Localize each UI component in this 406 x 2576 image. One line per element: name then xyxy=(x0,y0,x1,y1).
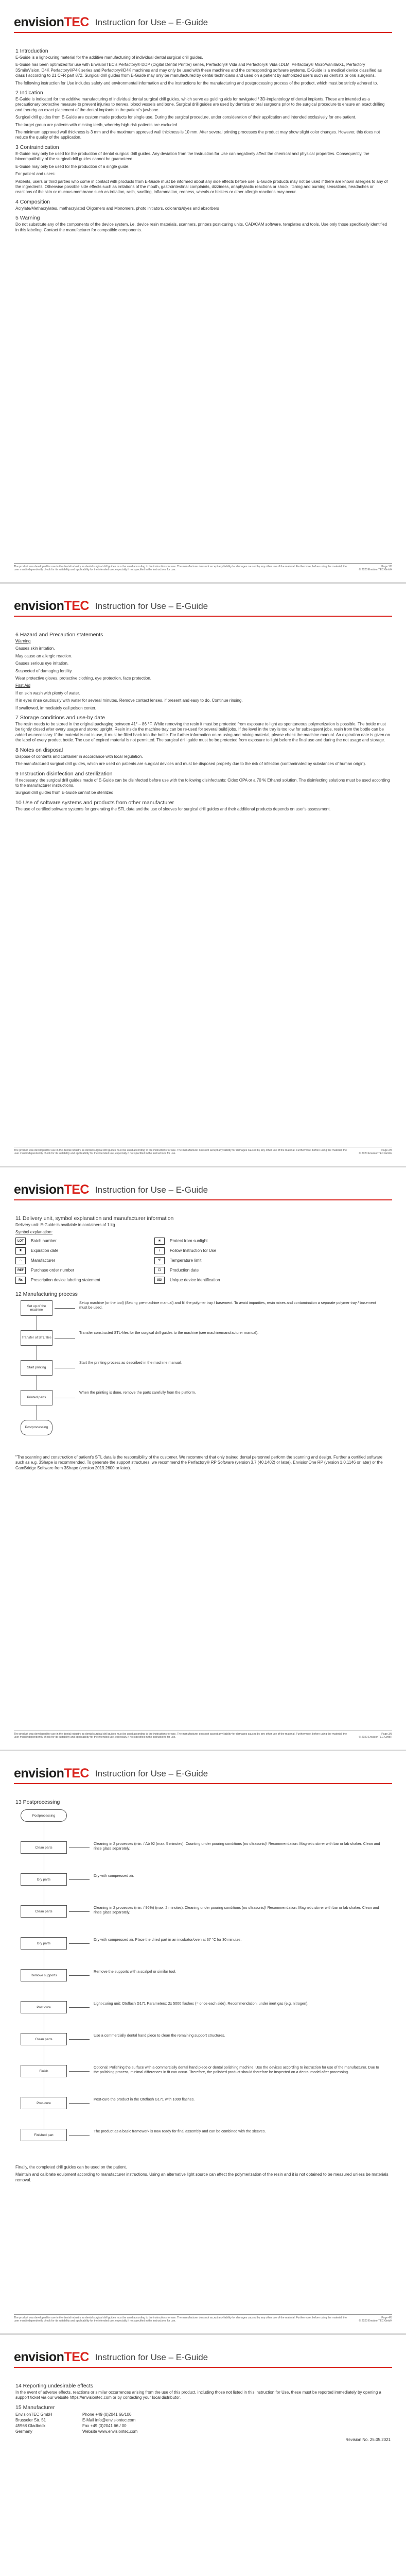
section-heading: 12 Manufacturing process xyxy=(15,1291,78,1297)
flow-step-text: Dry with compressed air. Place the dried part in an incubator/oven at 37 °C for 30 minutes. xyxy=(94,1937,242,1942)
reporting-text: In the event of adverse effects, reactions or similar occurrences arising from the use of this product, including those not listed in this instruction for Use, these must be reported immediately by opening a support ticket via our website https://envisiontec.com or by contacting your local distributor. xyxy=(15,2390,381,2400)
header-title: Instruction for Use – E-Guide xyxy=(95,2352,208,2362)
footer-disclaimer: The product was developed for use in the dental industry as dental surgical drill guides must be used according to the instructions for use. The manufacturer does not accept any liability for damages caused by any other use of the material. Furthermore, before using the material, the user must independently check for its suitability and applicability for the intended use, especially if not specified in the instructions for use. xyxy=(14,1148,347,1156)
page-footer xyxy=(14,563,392,572)
flow-step-box: Post cure xyxy=(21,2001,67,2013)
section-heading: 13 Postprocessing xyxy=(15,1799,60,1805)
postprocessing-flowchart xyxy=(15,1809,391,2165)
header-divider xyxy=(14,32,392,33)
flow-step-text: Transfer constructed STL-files for the surgical drill guides to the machine (see machinemanufacturer manual). xyxy=(79,1330,259,1335)
section-paragraph: E-Guide has been optimized for use with EnvisionTEC's Perfactory® DDP (Digital Dental Printer) series, Perfactory® Vida and Perfactory® Vida cDLM, Perfactory® Micro/Vanilla/XL, Perfactory 3SmileVision, D4K Perfactory®P4K series and Perfactory®D4K machines and may only be used with these machines and the corresponding software systems. E-Guide is a medical device classified as class I according to 21 CFR part 872. Surgical drill guides from E-Guide may only be manufactured by dental technicians and used on a patient by authorized users such as dentists or oral surgeons. xyxy=(15,62,382,78)
header-divider xyxy=(14,1199,392,1200)
flow-step-text: Use a commercially dental hand piece to clean the remaining support structures. xyxy=(94,2033,225,2038)
flow-step-box: Dry parts xyxy=(21,1873,67,1886)
page-footer xyxy=(14,2314,392,2323)
revision-number: Revision No. 25.05.2021 xyxy=(345,2437,391,2442)
manufacturer-details xyxy=(15,2412,221,2434)
symbol-row xyxy=(154,1238,273,1245)
envisiontec-logo: envision TEC xyxy=(14,1182,89,1197)
flow-step-box: Start printing xyxy=(21,1360,52,1376)
section-paragraph: E-Guide is indicated for the additive manufacturing of individual dental surgical drill guides, which serve as guiding aids for navigated / 3D-implantology of dental implants. These are intended as a precautionary protective measure to prevent injuries to nerves, blood vessels and bone. Surgical drill guides are used by dentists or oral surgeons prior to the surgical procedure to ensure an exact drilling and thereby an exact placement of the dental implants in the patient's jawbone. xyxy=(15,97,385,112)
section-paragraph: Suspected of damaging fertility. xyxy=(15,668,73,673)
section-paragraph: Dispose of contents and container in accordance with local regulation. xyxy=(15,754,143,759)
flow-bracket xyxy=(55,1308,75,1309)
symbol-unique-device-identification-icon: UDI xyxy=(154,1277,165,1284)
symbol-prescription-device-labeling-statement-icon: Rx xyxy=(15,1277,26,1284)
section-heading: 7 Storage conditions and use-by date xyxy=(15,715,105,721)
section-paragraph: If in eyes rinse cautiously with water for several minutes. Remove contact lenses, if present and easy to do. Continue rinsing. xyxy=(15,698,243,703)
flow-step-box: Finished part xyxy=(21,2129,67,2141)
header-divider xyxy=(14,2367,392,2368)
page-number: Page 3/5 xyxy=(381,1732,392,1736)
symbol-manufacturer-icon: ⌂ xyxy=(15,1257,26,1264)
section-paragraph: The resin needs to be stored in the original packaging between 41° – 86 °F. While removing the resin it must be protected from exposure to light as spontaneous polymerization is possible. The bottle must be tightly closed after every usage and stored upright. Resin inside the machine tray can be re-used for several build jobs. If the level in the tray is too low for subsequent jobs, resin from the bottle can be added as necessary. If the material is not in use, it must be filled back into the bottle. For further information on re-using and mixing material, please check the machine manual. An expiration date is given on the label of every product bottle. The use of expired material is not permitted. The surgical drill guide must be be protected from exposure to light before the final use and during the not usage and storage. xyxy=(15,722,390,743)
copyright: © 2020 EnvisionTEC GmbH xyxy=(359,568,392,572)
section-heading: 4 Composition xyxy=(15,198,50,205)
section-paragraph: Surgical drill guides from E-Guide cannot be sterilized. xyxy=(15,790,115,795)
flow-step-text: Dry with compressed air. xyxy=(94,1873,134,1878)
flow-step-box: Dry parts xyxy=(21,1937,67,1950)
page-header xyxy=(14,1179,392,1196)
section-paragraph: Surgical drill guides from E-Guide are custom made products for single use. During the surgical procedure, under consideration of their application and intended exclusively for one patient. xyxy=(15,115,357,120)
flow-bracket xyxy=(69,2039,90,2040)
symbol-production-date-icon: ☐ xyxy=(154,1267,165,1274)
flow-step-box: Printed parts xyxy=(21,1390,52,1405)
symbol-temperature-limit-icon: °F xyxy=(154,1257,165,1264)
manufacturer-contact-line: Website www.envisiontec.com xyxy=(82,2429,138,2434)
flow-step-text: Light-curing unit: Otoflash G171 Parameters: 2x 5000 flashes (= once each side). Recommendation: under inert gas (e.g. nitrogen). xyxy=(94,2001,309,2006)
page-4 xyxy=(0,1751,406,2333)
section-paragraph: If on skin wash with plenty of water. xyxy=(15,690,80,696)
page-3-content xyxy=(15,1212,391,1473)
header-divider xyxy=(14,1783,392,1784)
section-paragraph: Acrylate/Methacrylates, methacrylated Oligomers and Monomers, photo initiators, colorants/dyes and absorbers xyxy=(15,206,219,211)
flow-step-box: Clean parts xyxy=(21,1905,67,1918)
section-paragraph: The manufactured surgical drill guides, which are used on patients are surgical devices and must be disposed properly due to the risk of infection (contaminated by substances of human origin). xyxy=(15,761,366,767)
section-paragraph: May cause an allergic reaction. xyxy=(15,653,73,658)
after-text: Finally, the completed drill guides can be used on the patient. xyxy=(15,2165,127,2170)
page-number: Page 1/5 xyxy=(381,565,392,568)
page-header xyxy=(14,11,392,29)
section-paragraph: If necessary, the surgical drill guides made of E-Guide can be disinfected before use with the following disinfectants: Cidex OPA or a 70 % Ethanol solution. The disinfecting solutions must be used according to the manufacturer instructions. xyxy=(15,777,390,788)
page-2 xyxy=(0,584,406,1166)
symbol-protect-from-sunlight-icon: ☀ xyxy=(154,1238,165,1245)
flow-bracket xyxy=(69,1911,90,1912)
flow-step-text: Setup machine (or the tool) (Setting pre-machine manual) and fill the polymer tray / basement. To avoid impurities, resin mixes and contamination a separate polymer tray / basement must be used. xyxy=(79,1300,376,1310)
manufacturer-address-line: Brusseler Str. 51 xyxy=(15,2417,46,2422)
symbol-row xyxy=(15,1257,134,1264)
section-paragraph: Warning xyxy=(15,639,31,643)
symbol-expiration-date-icon: ⧗ xyxy=(15,1247,26,1255)
page-footer xyxy=(14,1731,392,1739)
section-heading: 3 Contraindication xyxy=(15,144,59,150)
section-heading: 6 Hazard and Precaution statements xyxy=(15,632,103,638)
envisiontec-logo: envision TEC xyxy=(14,15,89,29)
section-heading: 15 Manufacturer xyxy=(15,2404,55,2411)
symbol-label: Protect from sunlight xyxy=(170,1239,208,1244)
symbol-table xyxy=(15,1238,273,1284)
symbol-follow-instruction-for-use-icon: i xyxy=(154,1247,165,1255)
symbol-row xyxy=(154,1277,273,1284)
section-paragraph: Causes serious eye irritation. xyxy=(15,661,69,666)
section-heading: 9 Instruction disinfection and sterilization xyxy=(15,770,113,777)
footer-disclaimer: The product was developed for use in the dental industry as dental surgical drill guides must be used according to the instructions for use. The manufacturer does not accept any liability for damages caused by any other use of the material. Furthermore, before using the material, the user must independently check for its suitability and applicability for the intended use, especially if not specified in the instructions for use. xyxy=(14,1732,347,1739)
section-heading: 8 Notes on disposal xyxy=(15,747,63,753)
symbol-label: Temperature limit xyxy=(170,1258,202,1263)
closing-paragraph: "The scanning and construction of patient's STL data is the responsibility of the customer. We recommend that only trained dental personnel perform the scanning and design. Further a certified software such as e.g. 3Shape is recommended. To generate the support structures, we recommend the Perfactory® RP Software (version 3.7 (40.1402) or later), EnvisionOne RP (version 1.0.1146 or later) or the CamBridge Software from 3Shape (version 2019.2600 or later). xyxy=(15,1454,383,1470)
section-paragraph: E-Guide may only be used for the production of dental surgical drill guides. Any deviation from the Instruction for Use can negatively affect the chemical and physical properties. Consequently, the biocompatibility of the surgical drill guides cannot be guaranteed. xyxy=(15,151,369,162)
page-number: Page 2/5 xyxy=(381,1148,392,1152)
footer-disclaimer: The product was developed for use in the dental industry as dental surgical drill guides must be used according to the instructions for use. The manufacturer does not accept any liability for damages caused by any other use of the material. Furthermore, before using the material, the user must independently check for its suitability and applicability for the intended use, especially if not specified in the instructions for use. xyxy=(14,565,347,572)
symbol-row xyxy=(154,1247,273,1255)
manufacturer-address-line: 45968 Gladbeck xyxy=(15,2423,46,2428)
symbol-row xyxy=(154,1257,273,1264)
section-paragraph: First Aid xyxy=(15,683,30,688)
symbol-row xyxy=(15,1238,134,1245)
symbol-row xyxy=(15,1277,134,1284)
symbol-label: Expiration date xyxy=(31,1248,59,1253)
symbol-row xyxy=(154,1267,273,1274)
section-paragraph: Patients, users or third parties who come in contact with products from E-Guide must be informed about any side effects before use. E-Guide products may not be used if there are known allergies to any of the ingredients. Otherwise possible side effects such as irritations of the mouth, gastrointestinal complaints, dizziness, anaphylactic reactions or shock, itching and burning sensations, headaches or reactions of the skin or mucous membrane such as irritation, rash, swelling, inflammation, redness, wheals or blisters or other allergic reactions may occur. xyxy=(15,179,388,195)
section-paragraph: Wear protective gloves, protective clothing, eye protection, face protection. xyxy=(15,676,151,681)
flow-bracket xyxy=(69,1943,90,1944)
flow-step-text: Cleaning in 2 processes (min. / 96%) (max. 2 minutes). Cleaning under pouring conditions (no ultrasonic)! Recommendation: Magnetic stirrer with bar or lab shaker. Clean and rinse glass separately. xyxy=(94,1905,379,1915)
section-heading: 11 Delivery unit, symbol explanation and manufacturer information xyxy=(15,1215,174,1222)
flow-step-box: Clean parts xyxy=(21,1841,67,1854)
symbol-batch-number-icon: LOT xyxy=(15,1238,26,1245)
flow-step-box: Finish xyxy=(21,2065,67,2077)
header-title: Instruction for Use – E-Guide xyxy=(95,601,208,611)
manufacturer-address-line: EnvisionTEC GmbH xyxy=(15,2412,52,2417)
header-title: Instruction for Use – E-Guide xyxy=(95,1769,208,1778)
flow-bracket xyxy=(69,2103,90,2104)
manufacturer-address-line: Germany xyxy=(15,2429,32,2434)
symbol-row xyxy=(15,1267,134,1274)
envisiontec-logo: envision TEC xyxy=(14,1766,89,1781)
section-paragraph: E-Guide may only be used for the production of a single guide. xyxy=(15,164,130,169)
page-footer xyxy=(14,1147,392,1156)
flow-bracket xyxy=(69,1879,90,1880)
copyright: © 2020 EnvisionTEC GmbH xyxy=(359,2319,392,2323)
section-heading: 2 Indication xyxy=(15,90,43,96)
page-1-content xyxy=(15,44,391,235)
flow-step-box: Set up of the machine xyxy=(21,1300,52,1316)
maintenance-note: Maintain and calibrate equipment according to manufacturer instructions. Using an alternative light source can affect the polymerization of the resin and it is not obtained to be measured unless be materials removal. xyxy=(15,2172,389,2182)
symbol-label: Production date xyxy=(170,1268,199,1273)
section-heading: 14 Reporting undesirable effects xyxy=(15,2383,93,2389)
flow-step-box: Clean parts xyxy=(21,2033,67,2045)
flow-step-box: Post-cure xyxy=(21,2097,67,2109)
page-header xyxy=(14,1762,392,1780)
flow-step-box: Postprocessing xyxy=(21,1420,52,1435)
manufacturer-contact-line: Phone +49 (0)2041 66/100 xyxy=(82,2412,132,2417)
flow-step-box: Remove supports xyxy=(21,1969,67,1981)
flow-step-text: Post-cure the product in the Otoflash G171 with 1000 flashes. xyxy=(94,2097,195,2102)
flow-step-text: Start the printing process as described in the machine manual. xyxy=(79,1360,182,1365)
header-title: Instruction for Use – E-Guide xyxy=(95,1185,208,1195)
manufacturer-contact-line: Fax +49 (0)2041 66 / 00 xyxy=(82,2423,127,2428)
symbol-label: Unique device identification xyxy=(170,1278,220,1283)
section-heading: 1 Introduction xyxy=(15,48,48,54)
page-5 xyxy=(0,2335,406,2576)
flow-step-box: Transfer of STL files xyxy=(21,1330,52,1346)
symbol-label: Follow Instruction for Use xyxy=(170,1248,217,1253)
symbol-label: Purchase order number xyxy=(31,1268,75,1273)
section-paragraph: E-Guide is a light-curing material for the additive manufacturing of individual dental surgical drill guides. xyxy=(15,55,203,60)
symbol-label: Manufacturer xyxy=(31,1258,56,1263)
section-paragraph: The target group are patients with missing teeth, whereby high-risk patients are excluded. xyxy=(15,122,179,127)
envisiontec-logo: envision TEC xyxy=(14,2350,89,2364)
page-5-content xyxy=(15,2379,391,2442)
page-header xyxy=(14,2346,392,2364)
section-paragraph: Do not substitute any of the components of the device system, i.e. device resin materials, scanners, printers post-curing units, CAD/CAM software, templates and tools. Use only those specifically identified in this labeling. Contact the manufacturer for compatible components. xyxy=(15,222,387,232)
symbol-label: Prescription device labeling statement xyxy=(31,1278,100,1283)
page-4-content xyxy=(15,1795,391,2185)
flow-bracket xyxy=(69,2135,90,2136)
section-paragraph: Causes skin irritation. xyxy=(15,646,55,651)
manufacturing-flowchart xyxy=(15,1300,391,1455)
section-paragraph: The use of certified software systems for generating the STL data and the use of sleeves for surgical drill guides and their additional products depends on user's assessment. xyxy=(15,806,331,811)
symbol-label: Batch number xyxy=(31,1239,57,1244)
flow-step-text: The product as a basic framework is now ready for final assembly and can be combined with the sleeves. xyxy=(94,2129,266,2133)
section-heading: 10 Use of software systems and products from other manufacturer xyxy=(15,799,174,806)
section-paragraph: The following instruction for Use includes safety and environmental information and the instructions for the manufacturing and postprocessing process of the product, which must be strictly adhered to. xyxy=(15,80,378,86)
header-title: Instruction for Use – E-Guide xyxy=(95,18,208,27)
flow-bracket xyxy=(69,1975,90,1976)
page-2-content xyxy=(15,628,391,814)
envisiontec-logo: envision TEC xyxy=(14,599,89,613)
page-number: Page 4/5 xyxy=(381,2316,392,2319)
delivery-unit: Delivery unit: E-Guide is available in containers of 1 kg xyxy=(15,1223,115,1227)
flow-step-text: When the printing is done, remove the parts carefully from the platform. xyxy=(79,1389,196,1395)
flow-step-text: Optional: Polishing the surface with a commercially dental hand piece or dental polishing machine. Use the devices according to instruction for use of the manufacturer. Due to the polishing process, minimal differences in fit can occur. Therefore, the polished product should therefore be inspected on a dental model after processing. xyxy=(94,2065,379,2075)
copyright: © 2020 EnvisionTEC GmbH xyxy=(359,1152,392,1156)
copyright: © 2020 EnvisionTEC GmbH xyxy=(359,1736,392,1739)
page-1 xyxy=(0,0,406,582)
footer-disclaimer: The product was developed for use in the dental industry as dental surgical drill guides must be used according to the instructions for use. The manufacturer does not accept any liability for damages caused by any other use of the material. Furthermore, before using the material, the user must independently check for its suitability and applicability for the intended use, especially if not specified in the instructions for use. xyxy=(14,2316,347,2323)
flow-step-text: Remove the supports with a scalpel or similar tool. xyxy=(94,1969,176,1974)
section-paragraph: For patient and users: xyxy=(15,172,56,177)
symbol-explanation-title: Symbol explanation: xyxy=(15,1230,53,1235)
flow-bracket xyxy=(69,2007,90,2008)
section-paragraph: If swallowed, immediately call poison center. xyxy=(15,705,96,710)
flow-step-text: Cleaning in 2 processes (min. / Ab 92 (max. 5 minutes). Counting under pouring conditions (no ultrasonic)! Recommendation: Magnetic stirrer with bar or lab shaker. Clean and rinse glass separately. xyxy=(94,1841,380,1851)
section-heading: 5 Warning xyxy=(15,215,40,222)
section-paragraph: The minimum approved wall thickness is 3 mm and the maximum approved wall thickness is 10 mm. After several printing processes the product may show slight color changes. However, this does not reduce the quality of the application. xyxy=(15,130,380,140)
header-divider xyxy=(14,616,392,617)
symbol-row xyxy=(15,1247,134,1255)
page-header xyxy=(14,595,392,613)
symbol-purchase-order-number-icon: REF xyxy=(15,1267,26,1274)
manufacturer-contact-line: E-Mail info@envisiontec.com xyxy=(82,2417,136,2422)
page-3 xyxy=(0,1167,406,1750)
flow-bracket xyxy=(69,2071,90,2072)
flow-step-box: Postprocessing xyxy=(21,1809,67,1822)
